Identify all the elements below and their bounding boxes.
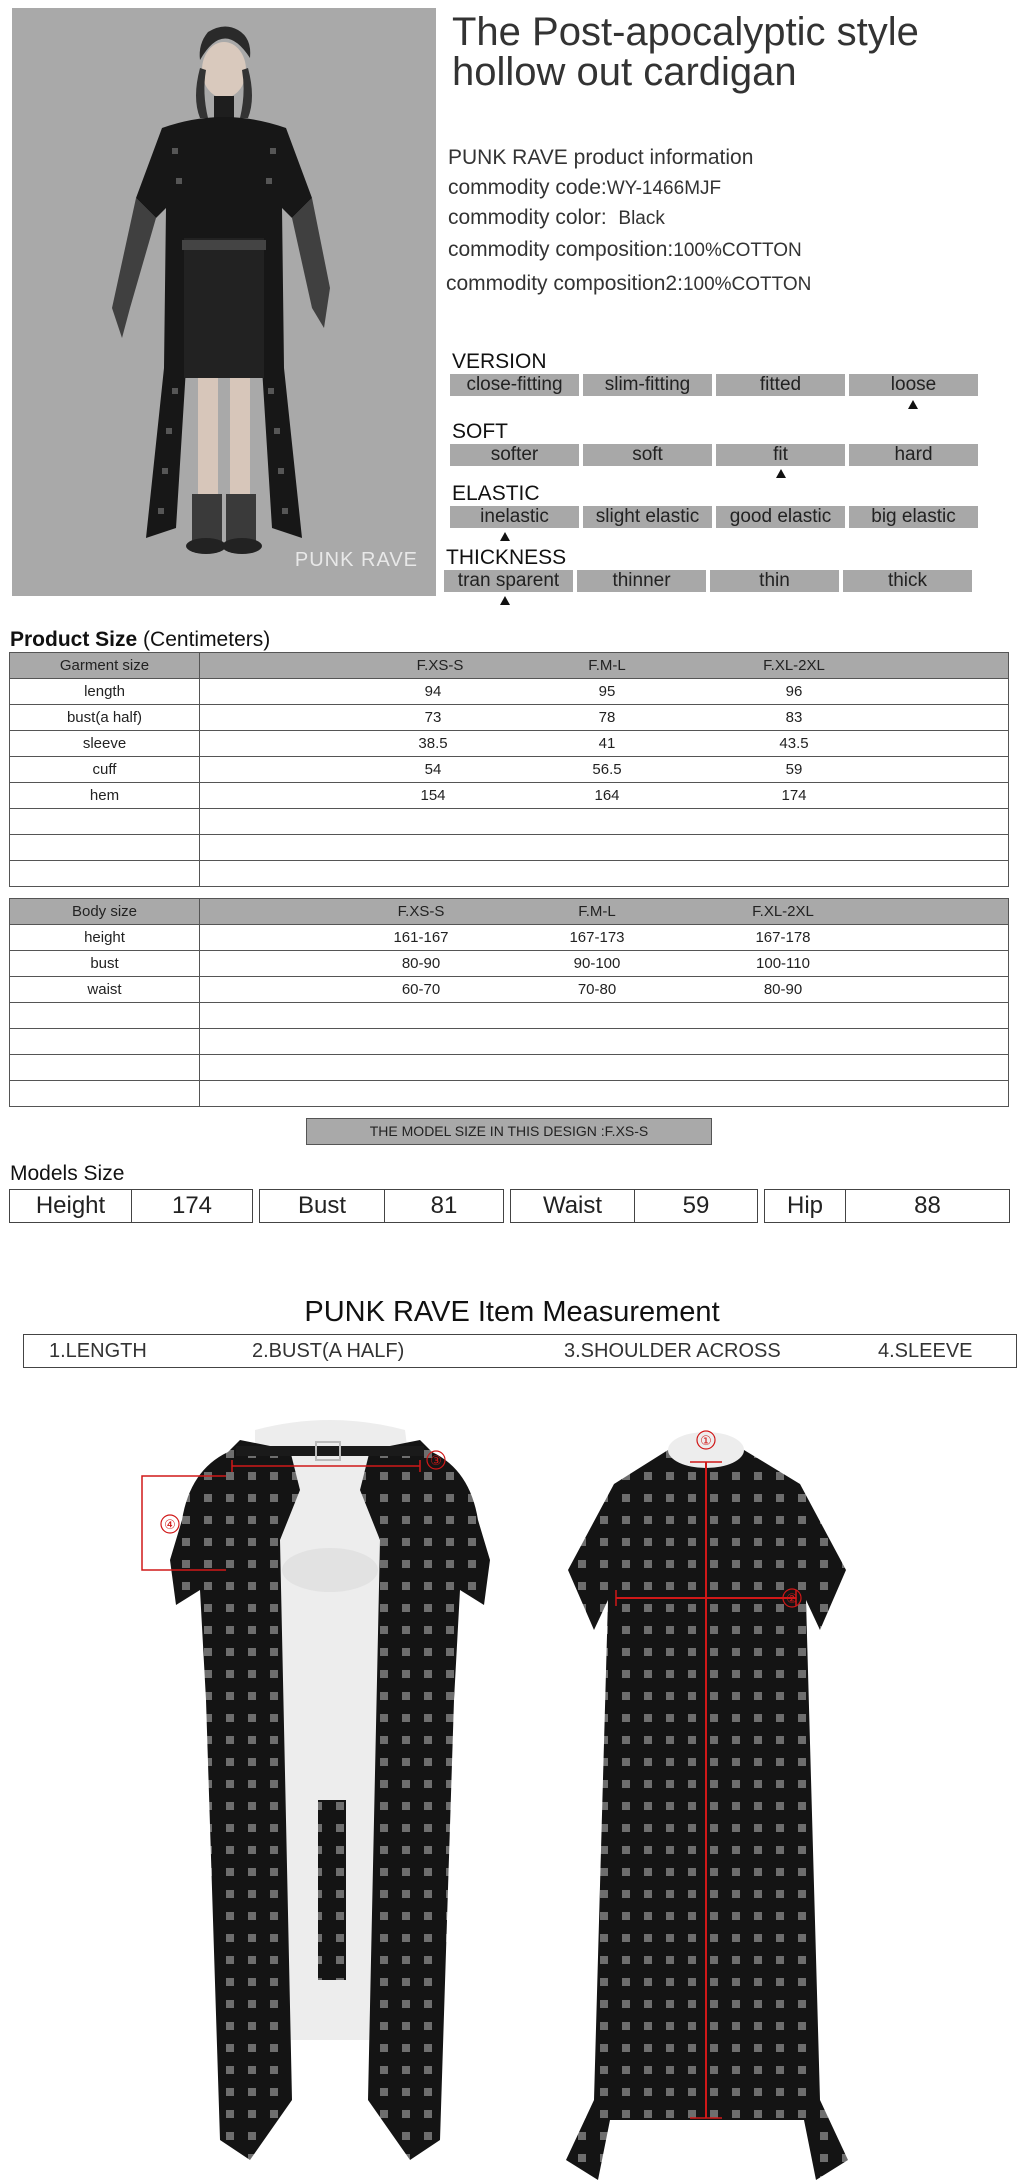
thickness-label: THICKNESS <box>446 546 567 569</box>
version-scale <box>450 374 978 396</box>
body-size-header: Body size <box>10 899 200 925</box>
size-column-label: F.XL-2XL <box>752 903 814 920</box>
row-values <box>200 705 1009 731</box>
model-waist-value: 59 <box>634 1190 757 1222</box>
table-row <box>10 925 1009 951</box>
row-label: hem <box>10 783 200 809</box>
measurement-item: 2.BUST(A HALF) <box>252 1340 405 1362</box>
cell-value: 167-173 <box>569 929 625 946</box>
model-photo <box>12 8 436 596</box>
garment-measurement-illustration <box>0 1400 1024 2180</box>
table-row <box>10 951 1009 977</box>
model-size-note: THE MODEL SIZE IN THIS DESIGN :F.XS-S <box>306 1118 712 1145</box>
version-label: VERSION <box>452 350 547 373</box>
model-bust-value: 81 <box>384 1190 503 1222</box>
row-label: height <box>10 925 200 951</box>
elastic-option: good elastic <box>716 506 845 528</box>
row-values <box>200 783 1009 809</box>
cell-value: 38.5 <box>418 735 448 752</box>
size-columns-header <box>200 653 1009 679</box>
thickness-selected-marker <box>500 596 510 605</box>
info-composition-label: commodity composition: <box>448 238 674 261</box>
info-code-value: WY-1466MJF <box>606 178 722 199</box>
version-option: fitted <box>716 374 845 396</box>
cell-value: 174 <box>781 787 807 804</box>
marker-4: ④ <box>164 1518 176 1533</box>
info-composition-row <box>448 238 802 262</box>
size-column-label: F.M-L <box>588 657 626 674</box>
table-row <box>10 705 1009 731</box>
cell-value: 70-80 <box>577 981 617 998</box>
model-height-value: 174 <box>131 1190 252 1222</box>
cell-value: 59 <box>785 761 803 778</box>
cell-value: 167-178 <box>755 929 811 946</box>
marker-2: ② <box>786 1592 798 1607</box>
empty-row <box>10 861 1009 887</box>
row-values <box>200 679 1009 705</box>
size-column-label: F.XS-S <box>397 903 445 920</box>
cell-value: 73 <box>424 709 442 726</box>
info-color-value: Black <box>618 208 665 229</box>
elastic-scale <box>450 506 978 528</box>
empty-row <box>10 1029 1009 1055</box>
measurement-legend <box>23 1334 1017 1368</box>
body-size-table <box>9 898 1009 1107</box>
measurement-title: PUNK RAVE Item Measurement <box>304 1296 720 1328</box>
product-size-title: Product Size <box>10 628 138 651</box>
photo-watermark: PUNK RAVE <box>294 549 418 571</box>
elastic-option: big elastic <box>849 506 978 528</box>
info-code-row <box>448 176 721 200</box>
info-heading: PUNK RAVE product information <box>448 146 754 169</box>
thickness-option: thinner <box>577 570 706 592</box>
measurement-item: 1.LENGTH <box>49 1340 147 1362</box>
marker-1: ① <box>700 1434 712 1449</box>
row-label: bust <box>10 951 200 977</box>
table-row <box>10 679 1009 705</box>
size-column-label: F.M-L <box>578 903 616 920</box>
row-values <box>200 925 1009 951</box>
empty-row <box>10 1055 1009 1081</box>
cell-value: 43.5 <box>779 735 809 752</box>
product-title: The Post-apocalyptic style hollow out cardigan <box>452 10 919 94</box>
cell-value: 60-70 <box>401 981 441 998</box>
thickness-scale <box>444 570 972 592</box>
cell-value: 41 <box>598 735 616 752</box>
size-columns-header <box>200 899 1009 925</box>
table-row <box>10 977 1009 1003</box>
row-label: cuff <box>10 757 200 783</box>
back-view-garment <box>566 1431 848 2180</box>
model-bust-label: Bust <box>297 1192 347 1219</box>
thickness-option: thin <box>710 570 839 592</box>
row-values <box>200 731 1009 757</box>
version-selected-marker <box>908 400 918 409</box>
cell-value: 96 <box>785 683 803 700</box>
cell-value: 83 <box>785 709 803 726</box>
empty-row <box>10 1081 1009 1107</box>
info-composition2-label: commodity composition2: <box>446 272 683 295</box>
table-header-row <box>10 899 1009 925</box>
model-hip-value: 88 <box>845 1190 1009 1222</box>
soft-option: softer <box>450 444 579 466</box>
size-column-label: F.XL-2XL <box>763 657 825 674</box>
table-header-row <box>10 653 1009 679</box>
cell-value: 154 <box>420 787 446 804</box>
info-code-label: commodity code: <box>448 176 607 199</box>
garment-size-header: Garment size <box>10 653 200 679</box>
cell-value: 90-100 <box>573 955 621 972</box>
cell-value: 54 <box>424 761 442 778</box>
row-values <box>200 951 1009 977</box>
cell-value: 95 <box>598 683 616 700</box>
table-row <box>10 731 1009 757</box>
measurement-item: 4.SLEEVE <box>878 1340 973 1362</box>
soft-option: soft <box>583 444 712 466</box>
cell-value: 164 <box>594 787 620 804</box>
soft-label: SOFT <box>452 420 508 443</box>
soft-option: fit <box>716 444 845 466</box>
soft-selected-marker <box>776 469 786 478</box>
front-view-garment <box>142 1420 490 2160</box>
models-size-row <box>9 1189 1013 1223</box>
product-size-heading <box>10 628 270 652</box>
empty-row <box>10 809 1009 835</box>
version-option: close-fitting <box>450 374 579 396</box>
model-bust-group <box>259 1189 504 1223</box>
info-color-label: commodity color: <box>448 206 607 229</box>
size-column-label: F.XS-S <box>416 657 464 674</box>
soft-option: hard <box>849 444 978 466</box>
version-option: slim-fitting <box>583 374 712 396</box>
garment-size-table <box>9 652 1009 887</box>
cell-value: 78 <box>598 709 616 726</box>
elastic-option: slight elastic <box>583 506 712 528</box>
thickness-option: tran sparent <box>444 570 573 592</box>
model-height-group <box>9 1189 253 1223</box>
cell-value: 80-90 <box>763 981 803 998</box>
row-label: waist <box>10 977 200 1003</box>
cell-value: 100-110 <box>756 955 810 972</box>
table-row <box>10 783 1009 809</box>
model-waist-label: Waist <box>542 1192 603 1219</box>
elastic-selected-marker <box>500 532 510 541</box>
info-composition-value: 100%COTTON <box>673 240 802 261</box>
row-values <box>200 757 1009 783</box>
row-label: length <box>10 679 200 705</box>
model-illustration <box>12 8 436 596</box>
cell-value: 94 <box>424 683 442 700</box>
soft-scale <box>450 444 978 466</box>
model-hip-label: Hip <box>786 1192 823 1219</box>
version-option: loose <box>849 374 978 396</box>
cell-value: 161-167 <box>393 929 449 946</box>
empty-row <box>10 835 1009 861</box>
thickness-option: thick <box>843 570 972 592</box>
models-size-heading: Models Size <box>10 1162 125 1185</box>
elastic-option: inelastic <box>450 506 579 528</box>
info-composition2-value: 100%COTTON <box>682 274 812 295</box>
model-height-label: Height <box>35 1192 106 1219</box>
elastic-label: ELASTIC <box>452 482 540 505</box>
marker-3: ③ <box>430 1454 442 1469</box>
info-color-row <box>448 206 665 230</box>
row-label: bust(a half) <box>10 705 200 731</box>
row-values <box>200 977 1009 1003</box>
measurement-item: 3.SHOULDER ACROSS <box>564 1340 781 1362</box>
product-size-unit: (Centimeters) <box>143 628 271 651</box>
empty-row <box>10 1003 1009 1029</box>
cell-value: 56.5 <box>592 761 622 778</box>
table-row <box>10 757 1009 783</box>
cell-value: 80-90 <box>401 955 441 972</box>
info-composition2-row <box>446 272 811 296</box>
model-waist-group <box>510 1189 758 1223</box>
row-label: sleeve <box>10 731 200 757</box>
model-hip-group <box>764 1189 1010 1223</box>
